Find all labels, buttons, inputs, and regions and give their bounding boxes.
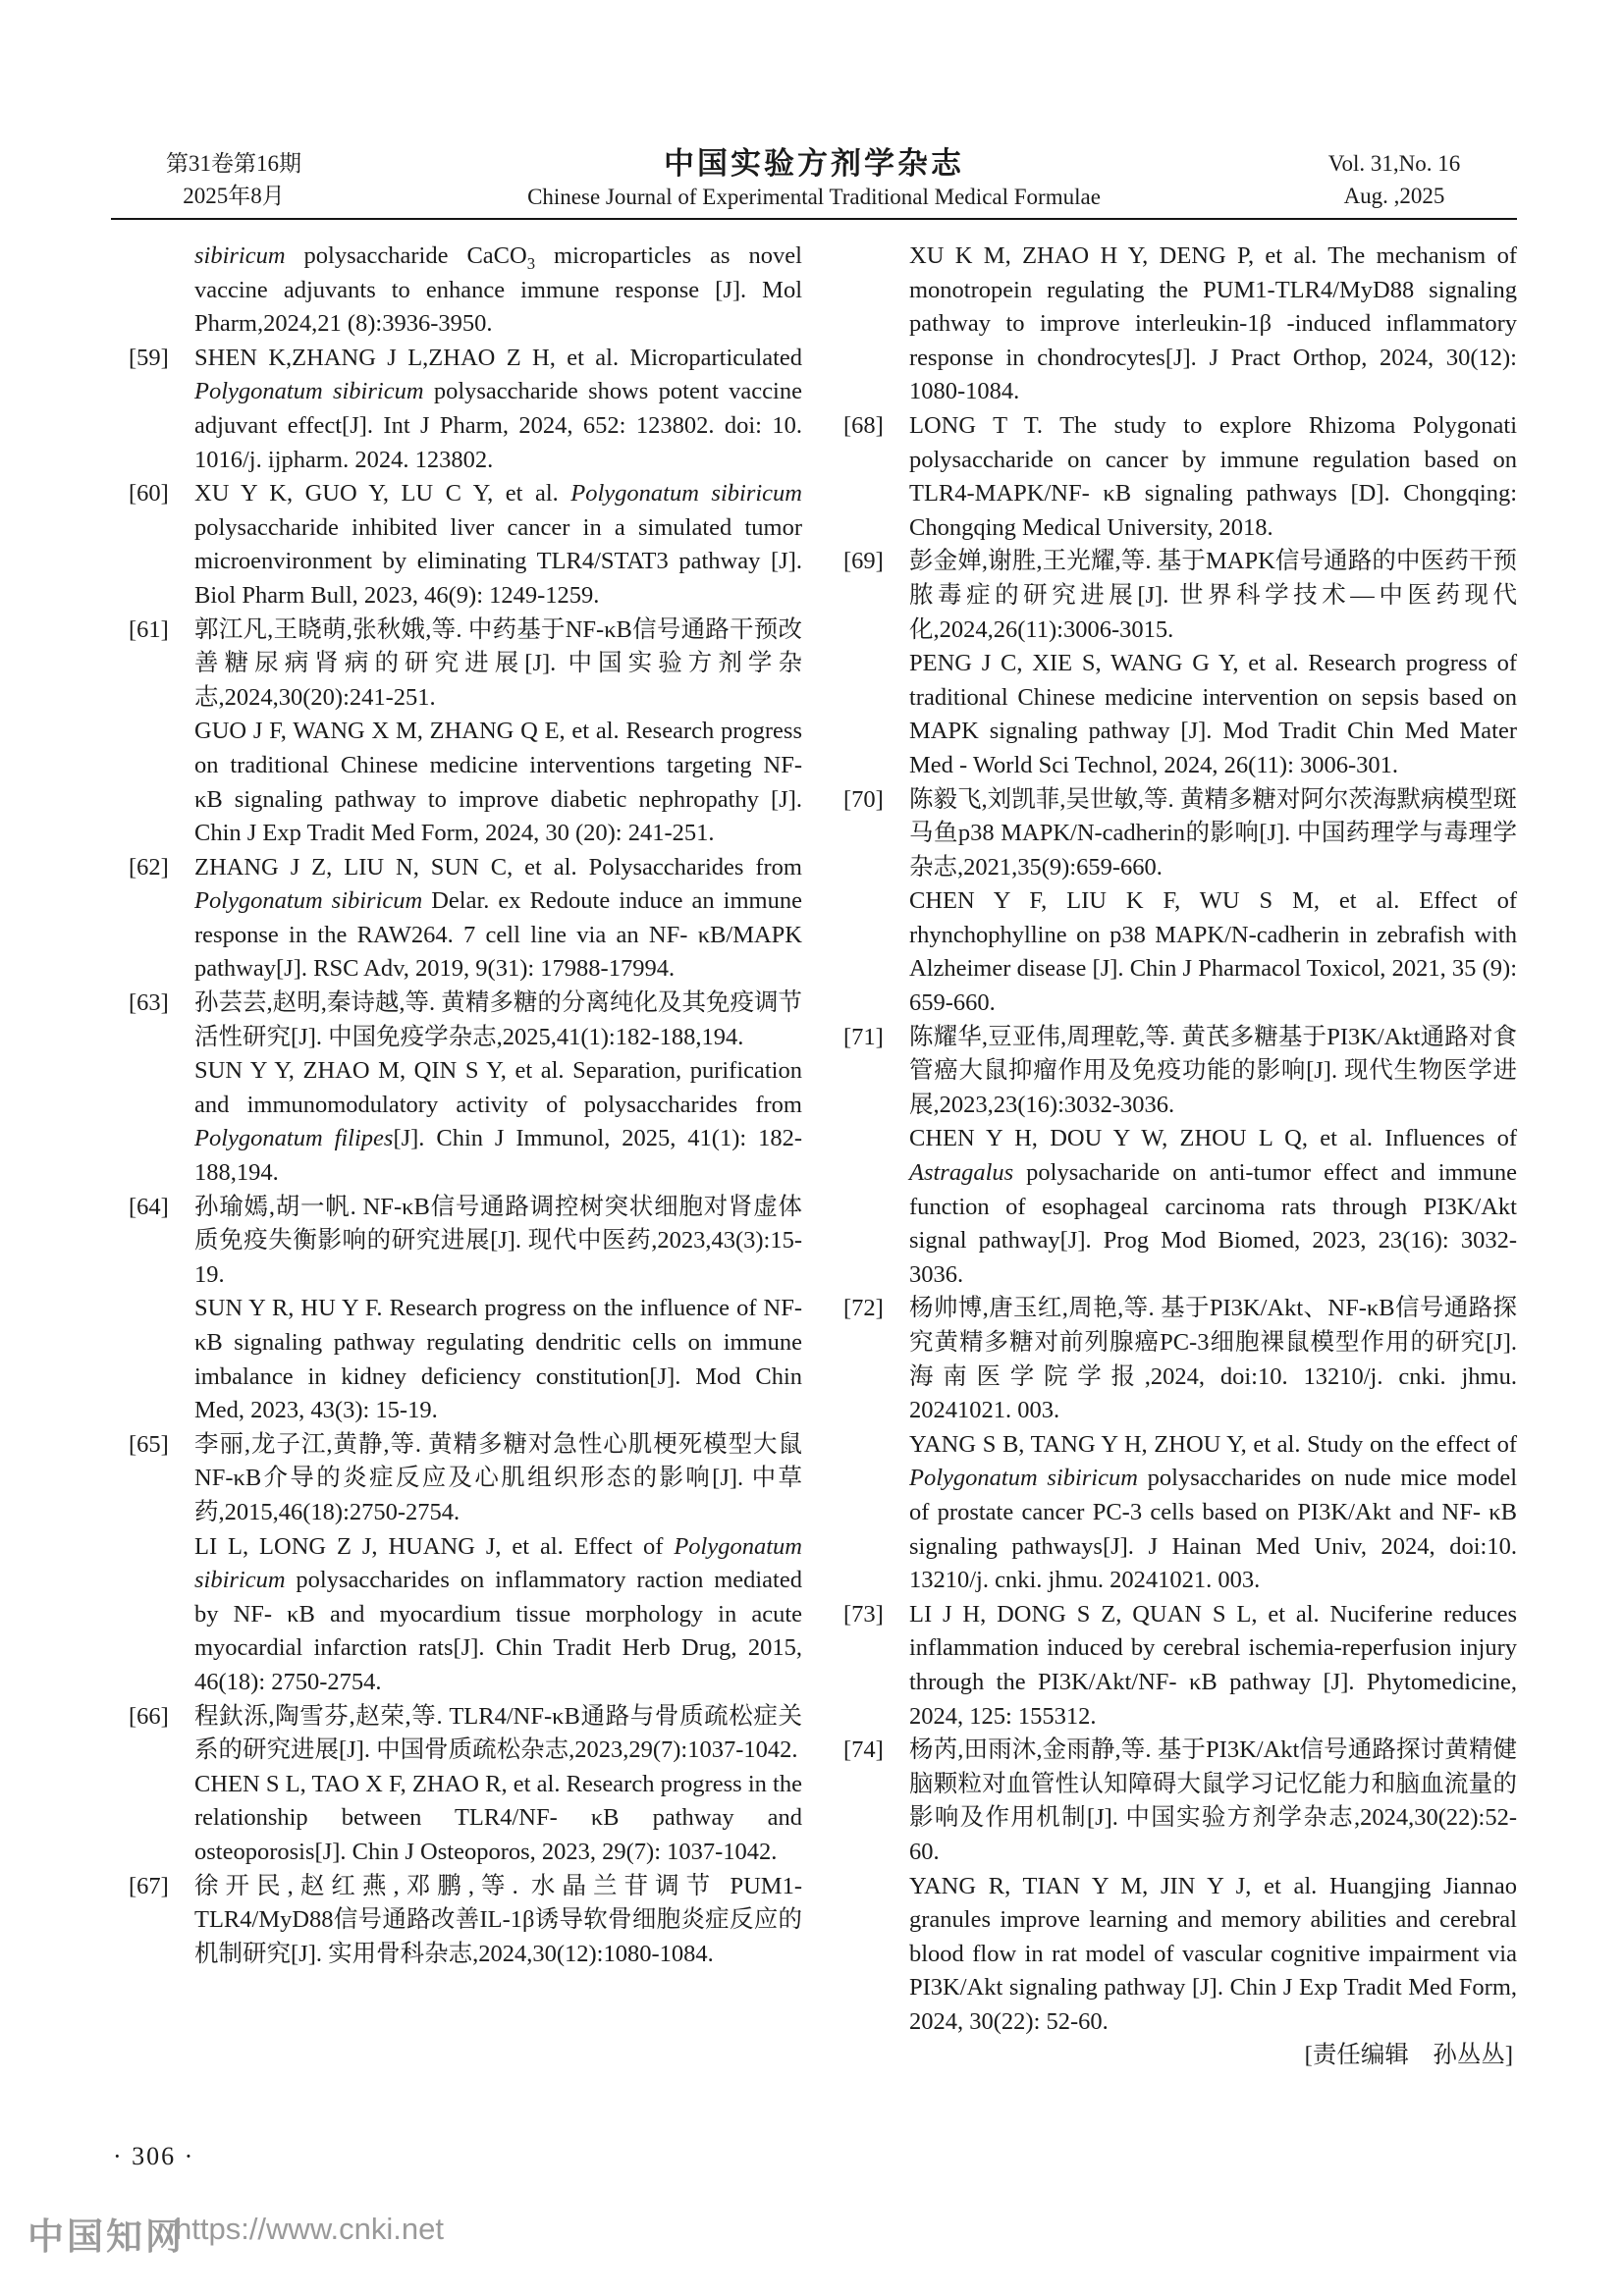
reference-item [129,1530,802,1700]
header-right-block [1272,147,1517,212]
reference-item [843,1122,1517,1292]
reference-item [129,477,802,613]
reference-text: XU Y K, GUO Y, LU C Y, et al. Polygonatum sibiricum polysaccharide inhibited liver cancer in a simulated tumor microenvironment by eliminating TLR4/STAT3 pathway [J]. Biol Pharm Bull, 2023, 46(9): 1249-1259. [194,480,802,609]
cnki-url-watermark: https://www.cnki.net [175,2212,444,2246]
header-left-block [111,147,356,212]
reference-text: YANG S B, TANG Y H, ZHOU Y, et al. Study on the effect of Polygonatum sibiricum polysaccharides on nude mice model of prostate cancer PC-3 cells based on PI3K/Akt and NF- κB signaling pathways[J]. J Hainan Med Univ, 2024, doi:10. 13210/j. cnki. jhmu. 20241021. 003. [909,1430,1517,1594]
reference-number: [69] [843,548,884,575]
header-rule [111,218,1517,220]
reference-text: 杨芮,田雨沐,金雨静,等. 基于PI3K/Akt信号通路探讨黄精健脑颗粒对血管性认知障碍大鼠学习记忆能力和脑血流量的影响及作用机制[J]. 中国实验方剂学杂志,2024,30(22):52-60. [909,1736,1517,1865]
vol-no-en: Vol. 31,No. 16 [1327,151,1461,176]
references-section [129,240,1517,2073]
reference-item [129,342,802,477]
reference-item [843,884,1517,1020]
reference-text: 徐开民,赵红燕,邓鹏,等. 水晶兰苷调节 PUM1-TLR4/MyD88信号通路改善IL-1β诱导软骨细胞炎症反应的机制研究[J]. 实用骨科杂志,2024,30(12):1080-1084. [194,1872,802,1967]
page-number: · 306 · [113,2142,195,2170]
reference-item [843,647,1517,782]
reference-number: [70] [843,785,884,813]
reference-item [129,715,802,850]
reference-text: GUO J F, WANG X M, ZHANG Q E, et al. Research progress on traditional Chinese medicine interventions targeting NF- κB signaling pathway to improve diabetic nephropathy [J]. Chin J Exp Tradit Med Form, 2024, 30 (20): 241-251. [194,718,802,847]
reference-text: CHEN Y H, DOU Y W, ZHOU L Q, et al. Influences of Astragalus polysacharide on anti-tumor effect and immune function of esophageal carcinoma rats through PI3K/Akt signal pathway[J]. Prog Mod Biomed, 2023, 23(16): 3032-3036. [909,1125,1517,1288]
reference-item [843,545,1517,647]
reference-text: 郭江凡,王晓萌,张秋娥,等. 中药基于NF-κB信号通路干预改善糖尿病肾病的研究进展[J]. 中国实验方剂学杂志,2024,30(20):241-251. [194,615,802,711]
reference-item [843,1428,1517,1598]
reference-item [843,1734,1517,1869]
reference-item [843,1292,1517,1427]
references-right-column [843,240,1517,2073]
reference-number: [62] [129,853,169,881]
reference-item [843,1870,1517,2040]
reference-item [843,409,1517,545]
reference-text: 陈耀华,豆亚伟,周理乾,等. 黄芪多糖基于PI3K/Akt通路对食管癌大鼠抑瘤作用及免疫功能的影响[J]. 现代生物医学进展,2023,23(16):3032-3036. [909,1023,1517,1118]
reference-number: [72] [843,1295,884,1322]
reference-item [129,851,802,987]
header-center-block [356,147,1272,214]
reference-text: 李丽,龙子江,黄静,等. 黄精多糖对急性心肌梗死模型大鼠NF-κB介导的炎症反应及心肌组织形态的影响[J]. 中草药,2015,46(18):2750-2754. [194,1430,802,1525]
reference-number: [74] [843,1736,884,1764]
reference-text: sibiricum polysaccharide CaCO$_3$ microparticles as novel vaccine adjuvants to enhance immune response [J]. Mol Pharm,2024,21 (8):3936-3950. [194,242,802,338]
reference-number: [65] [129,1430,169,1458]
reference-item [129,1768,802,1870]
reference-item [129,614,802,716]
reference-number: [71] [843,1023,884,1050]
reference-item [129,987,802,1054]
reference-text: ZHANG J Z, LIU N, SUN C, et al. Polysaccharides from Polygonatum sibiricum Delar. ex Redoute induce an immune response in the RAW264. 7 cell line via an NF- κB/MAPK pathway[J]. RSC Adv, 2019, 9(31): 17988-17994. [194,853,802,983]
reference-item [129,1870,802,1972]
reference-number: [73] [843,1600,884,1628]
reference-text: 孙芸芸,赵明,秦诗越,等. 黄精多糖的分离纯化及其免疫调节活性研究[J]. 中国免疫学杂志,2025,41(1):182-188,194. [194,989,802,1050]
reference-number: [61] [129,615,169,643]
reference-text: 彭金婵,谢胜,王光耀,等. 基于MAPK信号通路的中医药干预脓毒症的研究进展[J]. 世界科学技术—中医药现代化,2024,26(11):3006-3015. [909,548,1517,643]
reference-number: [66] [129,1702,169,1730]
reference-item [129,240,802,342]
publication-date-cn: 2025年8月 [183,184,285,208]
reference-text: 孙瑜嫣,胡一帆. NF-κB信号通路调控树突状细胞对肾虚体质免疫失衡影响的研究进展[J]. 现代中医药,2023,43(3):15-19. [194,1193,802,1288]
journal-title-cn: 中国实验方剂学杂志 [664,146,964,181]
reference-number: [68] [843,411,884,439]
reference-number: [63] [129,989,169,1017]
reference-text: 陈毅飞,刘凯菲,吴世敏,等. 黄精多糖对阿尔茨海默病模型斑马鱼p38 MAPK/N-cadherin的影响[J]. 中国药理学与毒理学杂志,2021,35(9):659-660. [909,785,1517,881]
editor-note: [责任编辑 孙丛丛] [1304,2042,1513,2069]
reference-text: CHEN S L, TAO X F, ZHAO R, et al. Research progress in the relationship between TLR4/NF- κB pathway and osteoporosis[J]. Chin J Osteoporos, 2023, 29(7): 1037-1042. [194,1770,802,1865]
reference-number: [60] [129,480,169,507]
reference-number: [59] [129,344,169,371]
references-left-column [129,240,802,2073]
reference-item [843,783,1517,885]
reference-item [129,1700,802,1768]
reference-number: [67] [129,1872,169,1899]
journal-header [111,147,1517,214]
volume-issue: 第31卷第16期 [166,151,301,176]
journal-title-en: Chinese Journal of Experimental Traditional Medical Formulae [527,185,1101,209]
cnki-brand-watermark: 中国知网 [27,2216,185,2257]
reference-text: SUN Y Y, ZHAO M, QIN S Y, et al. Separation, purification and immunomodulatory activity of polysaccharides from Polygonatum filipes[J]. Chin J Immunol, 2025, 41(1): 182-188,194. [194,1057,802,1187]
reference-text: SHEN K,ZHANG J L,ZHAO Z H, et al. Microparticulated Polygonatum sibiricum polysaccharide shows potent vaccine adjuvant effect[J]. Int J Pharm, 2024, 652: 123802. doi: 10. 1016/j. ijpharm. 2024. 123802. [194,344,802,473]
reference-text: YANG R, TIAN Y M, JIN Y J, et al. Huangjing Jiannao granules improve learning and memory abilities and cerebral blood flow in rat model of vascular cognitive impairment via PI3K/Akt signaling pathway [J]. Chin J Exp Tradit Med Form, 2024, 30(22): 52-60. [909,1872,1517,2035]
reference-text: SUN Y R, HU Y F. Research progress on the influence of NF- κB signaling pathway regulating dendritic cells on immune imbalance in kidney deficiency constitution[J]. Mod Chin Med, 2023, 43(3): 15-19. [194,1295,802,1424]
reference-item [129,1191,802,1293]
reference-text: CHEN Y F, LIU K F, WU S M, et al. Effect of rhynchophylline on p38 MAPK/N-cadherin in zebrafish with Alzheimer disease [J]. Chin J Pharmacol Toxicol, 2021, 35 (9): 659-660. [909,887,1517,1017]
reference-text: LONG T T. The study to explore Rhizoma Polygonati polysaccharide on cancer by immune regulation based on TLR4-MAPK/NF- κB signaling pathways [D]. Chongqing: Chongqing Medical University, 2018. [909,411,1517,541]
reference-item [129,1054,802,1190]
reference-text: XU K M, ZHAO H Y, DENG P, et al. The mechanism of monotropein regulating the PUM1-TLR4/MyD88 signaling pathway to improve interleukin-1β -induced inflammatory response in chondrocytes[J]. J Pract Orthop, 2024, 30(12): 1080-1084. [909,242,1517,405]
reference-item [843,240,1517,409]
reference-text: PENG J C, XIE S, WANG G Y, et al. Research progress of traditional Chinese medicine intervention on sepsis based on MAPK signaling pathway [J]. Mod Tradit Chin Med Mater Med - World Sci Technol, 2024, 26(11): 3006-301. [909,650,1517,778]
reference-item [129,1428,802,1530]
reference-item [843,1021,1517,1123]
reference-text: LI J H, DONG S Z, QUAN S L, et al. Nuciferine reduces inflammation induced by cerebral ischemia-reperfusion injury through the PI3K/Akt/NF- κB pathway [J]. Phytomedicine, 2024, 125: 155312. [909,1600,1517,1730]
reference-item [129,1292,802,1427]
reference-text: 程釱泺,陶雪芬,赵荣,等. TLR4/NF-κB通路与骨质疏松症关系的研究进展[J]. 中国骨质疏松杂志,2023,29(7):1037-1042. [194,1702,802,1764]
publication-date-en: Aug. ,2025 [1343,184,1445,208]
reference-text: LI L, LONG Z J, HUANG J, et al. Effect of Polygonatum sibiricum polysaccharides on inflammatory raction mediated by NF- κB and myocardium tissue morphology in acute myocardial infarction rats[J]. Chin Tradit Herb Drug, 2015, 46(18): 2750-2754. [194,1532,802,1695]
reference-text: 杨帅博,唐玉红,周艳,等. 基于PI3K/Akt、NF-κB信号通路探究黄精多糖对前列腺癌PC-3细胞裸鼠模型作用的研究[J]. 海南医学院学报,2024, doi:10. 13210/j. cnki. jhmu. 20241021. 003. [909,1295,1517,1424]
reference-item [843,1598,1517,1734]
reference-number: [64] [129,1193,169,1220]
